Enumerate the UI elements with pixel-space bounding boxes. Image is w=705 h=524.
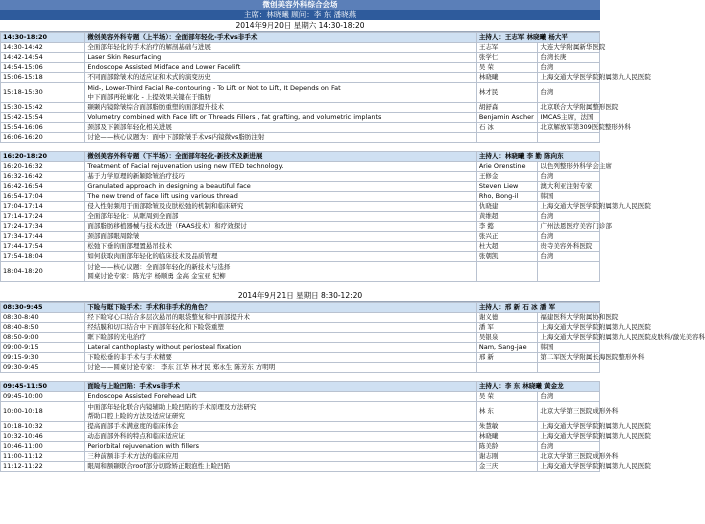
talk-affiliation: 上海交通大学医学院附属第九人民医院 [538, 462, 600, 472]
talk-topic: 不同面部除皱术的适应证和术式的演变历史 [85, 73, 476, 83]
talk-time: 08:30-8:40 [1, 313, 85, 323]
talk-row [1, 262, 600, 282]
talk-row [1, 452, 600, 462]
talk-topic: 全面部年轻化：从眶周到全面部 [85, 212, 476, 222]
talk-topic: 下睑松垂的非手术与手术精要 [85, 353, 476, 363]
talk-speaker: 朱慧敏 [476, 422, 538, 432]
talk-row [1, 353, 600, 363]
talk-affiliation: 澳大利亚注射专家 [538, 182, 600, 192]
talk-time: 15:06-15:18 [1, 73, 85, 83]
talk-time: 17:54-18:04 [1, 252, 85, 262]
talk-row [1, 363, 600, 373]
talk-affiliation: 上海交通大学医学院附属第九人民医院 [538, 73, 600, 83]
session-title: 微创美容外科专题（下半场）：全面部年轻化-新技术及新进展 [85, 152, 476, 162]
program-title: 微创美容外科综合会场 [0, 0, 600, 10]
talk-topic: 中面部年轻化联合内镜辅助上睑凹陷的手术原理及方法研究 帮助口腔上睑的方法及适应证研究 [85, 402, 476, 422]
talk-speaker: Steven Liew [476, 182, 538, 192]
talk-speaker: 张学仁 [476, 53, 538, 63]
talk-time: 11:00-11:12 [1, 452, 85, 462]
session-table [0, 151, 651, 282]
section-gap [0, 282, 600, 290]
talk-speaker: 吴银泉 [476, 333, 538, 343]
talk-time: 17:04-17:14 [1, 202, 85, 212]
talk-topic: 基于力学原理的新颖除皱治疗技巧 [85, 172, 476, 182]
talk-topic: 松弛下垂的面部埋置悬吊技术 [85, 242, 476, 252]
talk-topic: 眼周和额颞联合roof部分切除矫正眼泡性上睑凹陷 [85, 462, 476, 472]
talk-row [1, 313, 600, 323]
talk-affiliation: 上海交通大学医学院附属第九人民医院 [538, 323, 600, 333]
talk-time: 16:42-16:54 [1, 182, 85, 192]
talk-row [1, 422, 600, 432]
talk-topic: Laser Skin Resurfacing [85, 53, 476, 63]
talk-affiliation: 台湾 [538, 392, 600, 402]
talk-time: 11:12-11:22 [1, 462, 85, 472]
talk-time: 17:14-17:24 [1, 212, 85, 222]
talk-topic: 讨论——核心议题为：面中下部除皱手术vs内镜微vs脂肪注射 [85, 133, 476, 143]
session-title: 面睑与上睑凹陷：手术vs非手术 [85, 382, 476, 392]
talk-topic: 如何获取肉面部年轻化的临床技术及品质管理 [85, 252, 476, 262]
talk-speaker: 林晓曦 [476, 432, 538, 442]
section-gap [0, 143, 600, 151]
talk-speaker: 黄维超 [476, 212, 538, 222]
talk-row [1, 222, 600, 232]
talk-topic: The new trend of face lift using various thread [85, 192, 476, 202]
talk-speaker: 林才民 [476, 83, 538, 103]
talk-speaker [476, 363, 538, 373]
talk-topic: 颞颞内镜除皱综合面部脂肪重塑的面部提升技术 [85, 103, 476, 113]
talk-row [1, 323, 600, 333]
talk-row [1, 172, 600, 182]
talk-time: 10:46-11:00 [1, 442, 85, 452]
talk-affiliation: 广州法恩医疗美容门诊部 [538, 222, 600, 232]
talk-affiliation: 贵寺美容外科医院 [538, 242, 600, 252]
talk-affiliation: 北京大学第三医院成形外科 [538, 452, 600, 462]
talk-affiliation: 北京大学第三医院成形外科 [538, 402, 600, 422]
talk-affiliation: 上海交通大学医学院附属第九人民医院 [538, 432, 600, 442]
talk-topic: 颈部及下颌部年轻化相关进展 [85, 123, 476, 133]
talk-time: 16:54-17:04 [1, 192, 85, 202]
talk-row [1, 392, 600, 402]
section-gap [0, 373, 600, 381]
talk-topic: 讨论——核心议题：全面部年轻化的新技术与选择 圆桌讨论专家：陈光宇 杨顺勇 金高 金宝亚 纪柳 [85, 262, 476, 282]
talk-speaker [476, 262, 538, 282]
talk-speaker: 吴 荣 [476, 392, 538, 402]
talk-topic: 三种前额非手术方法的临床应用 [85, 452, 476, 462]
talk-speaker: 王修金 [476, 172, 538, 182]
talk-row [1, 242, 600, 252]
talk-affiliation: 台湾 [538, 83, 600, 103]
talk-row [1, 343, 600, 353]
talk-affiliation: 第二军医大学附属长海医院整形外科 [538, 353, 600, 363]
talk-speaker: 胡舒森 [476, 103, 538, 113]
talk-time: 14:30-14:42 [1, 43, 85, 53]
talk-topic: Lateral canthoplasty without periosteal fixation [85, 343, 476, 353]
talk-time: 10:32-10:46 [1, 432, 85, 442]
talk-row [1, 232, 600, 242]
talk-time: 15:42-15:54 [1, 113, 85, 123]
talk-time: 15:18-15:30 [1, 83, 85, 103]
session-chairs: 主持人：邢 新 石 冰 潘 军 [476, 303, 599, 313]
talk-speaker: 林 东 [476, 402, 538, 422]
talk-row [1, 103, 600, 113]
talk-affiliation: 以色列整形外科学会主席 [538, 162, 600, 172]
talk-time: 08:50-9:00 [1, 333, 85, 343]
talk-topic: 经下睑穹心口结合多层次悬吊的眼袋整复和中面部提升术 [85, 313, 476, 323]
talk-row [1, 133, 600, 143]
talk-speaker: 张朝凯 [476, 252, 538, 262]
talk-row [1, 53, 600, 63]
talk-row [1, 113, 600, 123]
talk-time: 08:40-8:50 [1, 323, 85, 333]
talk-speaker: 金三庆 [476, 462, 538, 472]
talk-time: 09:15-9:30 [1, 353, 85, 363]
session-table [0, 302, 705, 373]
session-chairs: 主持人：李 东 林晓曦 黄金龙 [476, 382, 599, 392]
talk-speaker: 谢志刚 [476, 452, 538, 462]
session-chairs: 主持人：林晓曦 李 勤 陈向东 [476, 152, 599, 162]
talk-topic: Endoscope Assisted Forehead Lift [85, 392, 476, 402]
session-header-row [1, 303, 600, 313]
talk-row [1, 202, 600, 212]
talk-topic: 经结膜和切口结合中下面部年轻化和下睑袋重塑 [85, 323, 476, 333]
talk-topic: Mid-, Lower-Third Facial Re-contouring - To Lift or Not to Lift, It Depends on Fat 中下面部再轮廓化 - 上提效果关键在于脂肪 [85, 83, 476, 103]
talk-topic: 眶下睑部的光电治疗 [85, 333, 476, 343]
talk-topic: 提高面部手术满意度的临床体会 [85, 422, 476, 432]
talk-affiliation: 台湾长庚 [538, 53, 600, 63]
talk-time: 17:24-17:34 [1, 222, 85, 232]
talk-row [1, 123, 600, 133]
session-header-row [1, 152, 600, 162]
talk-speaker: Arie Orenstine [476, 162, 538, 172]
talk-topic: 侵入性射频用于面部除皱及皮肤松弛的机制和临床研究 [85, 202, 476, 212]
talk-topic: Volumetry combined with Face lift or Threads Fillers , fat grafting, and volumetric implants [85, 113, 476, 123]
talk-speaker: 谢义德 [476, 313, 538, 323]
talk-topic: Periorbital rejuvenation with fillers [85, 442, 476, 452]
talk-affiliation: 韩国 [538, 343, 600, 353]
session-time: 14:30-18:20 [1, 33, 85, 43]
talk-speaker [476, 133, 538, 143]
talk-time: 16:32-16:42 [1, 172, 85, 182]
talk-row [1, 63, 600, 73]
talk-speaker: 杜大超 [476, 242, 538, 252]
talk-affiliation: 台湾 [538, 172, 600, 182]
talk-speaker: 仇晓建 [476, 202, 538, 212]
schedule-content [0, 20, 705, 472]
talk-time: 16:06-16:20 [1, 133, 85, 143]
talk-speaker: 潘 军 [476, 323, 538, 333]
talk-affiliation [538, 133, 600, 143]
talk-affiliation: 北京解放军第309医院整形外科 [538, 123, 600, 133]
talk-affiliation: IMCAS主席，法国 [538, 113, 600, 123]
talk-time: 14:42-14:54 [1, 53, 85, 63]
talk-affiliation: 台湾 [538, 442, 600, 452]
talk-time: 15:30-15:42 [1, 103, 85, 113]
talk-speaker: 石 冰 [476, 123, 538, 133]
session-title: 微创美容外科专题（上半场）：全面部年轻化-手术vs非手术 [85, 33, 476, 43]
session-table [0, 32, 651, 143]
day-date-line: 2014年9月20日 星期六 14:30-18:20 [0, 20, 600, 32]
talk-time: 15:54-16:06 [1, 123, 85, 133]
talk-affiliation [538, 363, 600, 373]
talk-affiliation: 上海交通大学医学院附属第九人民医院皮肤科/激光美容科 [538, 333, 600, 343]
talk-time: 09:30-9:45 [1, 363, 85, 373]
talk-topic: Granulated approach in designing a beautiful face [85, 182, 476, 192]
talk-row [1, 442, 600, 452]
talk-time: 10:18-10:32 [1, 422, 85, 432]
talk-topic: 面部脂肪移植器械与技术改进（FAAS技术）和疗效探讨 [85, 222, 476, 232]
talk-row [1, 212, 600, 222]
talk-affiliation: 台湾 [538, 63, 600, 73]
talk-row [1, 333, 600, 343]
session-time: 16:20-18:20 [1, 152, 85, 162]
talk-speaker: 吴 荣 [476, 63, 538, 73]
talk-row [1, 192, 600, 202]
talk-affiliation: 福建医科大学附属协和医院 [538, 313, 600, 323]
talk-speaker: 邢 新 [476, 353, 538, 363]
talk-affiliation: 上海交通大学医学院附属第九人民医院 [538, 202, 600, 212]
talk-affiliation: 台湾 [538, 252, 600, 262]
talk-row [1, 162, 600, 172]
talk-affiliation: 台湾 [538, 232, 600, 242]
talk-speaker: 王志军 [476, 43, 538, 53]
talk-time: 10:00-10:18 [1, 402, 85, 422]
session-title: 下睑与眶下睑手术：手术和非手术的角色？ [85, 303, 476, 313]
session-header-row [1, 382, 600, 392]
talk-affiliation: 韩国 [538, 192, 600, 202]
talk-time: 17:34-17:44 [1, 232, 85, 242]
talk-affiliation [538, 262, 600, 282]
talk-row [1, 432, 600, 442]
talk-speaker: Rho, Bong-il [476, 192, 538, 202]
talk-time: 18:04-18:20 [1, 262, 85, 282]
talk-row [1, 402, 600, 422]
session-header-row [1, 33, 600, 43]
talk-row [1, 83, 600, 103]
talk-speaker: 李 懿 [476, 222, 538, 232]
talk-row [1, 182, 600, 192]
talk-topic: 全面部年轻化的手术治疗的解剖基础与进展 [85, 43, 476, 53]
talk-affiliation: 北京联合大学附属整形医院 [538, 103, 600, 113]
talk-row [1, 462, 600, 472]
talk-topic: 颈部面部眼周除皱 [85, 232, 476, 242]
talk-speaker: Nam, Sang-jae [476, 343, 538, 353]
talk-time: 17:44-17:54 [1, 242, 85, 252]
talk-topic: Endoscope Assisted Midface and Lower Facelift [85, 63, 476, 73]
talk-affiliation: 上海交通大学医学院附属第九人民医院 [538, 422, 600, 432]
talk-affiliation: 台湾 [538, 212, 600, 222]
talk-topic: Treatment of Facial rejuvenation using new ITED technology. [85, 162, 476, 172]
talk-speaker: 张兴正 [476, 232, 538, 242]
talk-speaker: Benjamin Ascher [476, 113, 538, 123]
session-time: 08:30-9:45 [1, 303, 85, 313]
talk-time: 16:20-16:32 [1, 162, 85, 172]
talk-time: 09:00-9:15 [1, 343, 85, 353]
talk-topic: 动态面部外科的特点和临床适应证 [85, 432, 476, 442]
talk-topic: 讨论——圆桌讨论专家： 李东 江华 林才民 郑永生 陈芳东 方明明 [85, 363, 476, 373]
session-chairs: 主持人：王志军 林晓曦 杨大平 [476, 33, 599, 43]
talk-time: 14:54-15:06 [1, 63, 85, 73]
talk-time: 09:45-10:00 [1, 392, 85, 402]
talk-speaker: 林晓曦 [476, 73, 538, 83]
talk-speaker: 陈美龄 [476, 442, 538, 452]
session-table [0, 381, 651, 472]
talk-row [1, 73, 600, 83]
talk-row [1, 252, 600, 262]
program-hosts: 主席：林晓曦 顾问：李 东 潘晓燕 [0, 10, 600, 20]
day-date-line: 2014年9月21日 星期日 8:30-12:20 [0, 290, 600, 302]
talk-affiliation: 大连大学附属新华医院 [538, 43, 600, 53]
talk-row [1, 43, 600, 53]
session-time: 09:45-11:50 [1, 382, 85, 392]
